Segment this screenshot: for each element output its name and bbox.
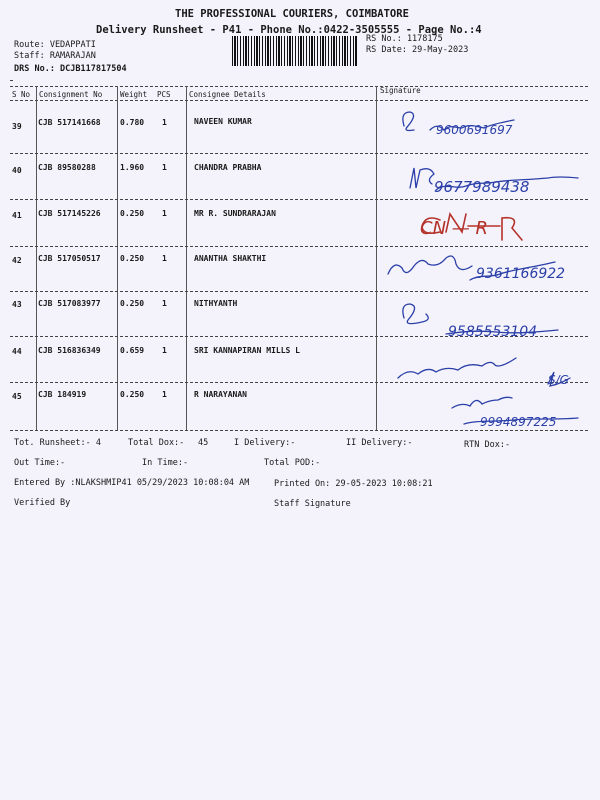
signature-39-phone-text: 9600691697 <box>436 123 513 137</box>
row-sno: 39 <box>12 122 22 131</box>
row-pcs: 1 <box>162 254 167 263</box>
signature-42 <box>388 256 472 274</box>
staff-signature: Staff Signature <box>274 499 351 509</box>
entered-by: Entered By :NLAKSHMIP41 05/29/2023 10:08:04 AM <box>14 478 250 488</box>
rtn-dox-label: RTN Dox:- <box>464 440 511 450</box>
signature-40-phone-text: 9677989438 <box>434 178 530 196</box>
row-consignee: SRI KANNAPIRAN MILLS L <box>194 346 300 355</box>
row-weight: 0.780 <box>120 118 145 127</box>
col-header-sno: S No <box>12 90 31 99</box>
total-pod-label: Total POD:- <box>264 458 321 468</box>
row-pcs: 1 <box>162 209 167 218</box>
i-delivery-label: I Delivery:- <box>234 438 296 448</box>
row-weight: 0.250 <box>120 254 145 263</box>
row-pcs: 1 <box>162 163 167 172</box>
row-consignee: MR R. SUNDRARAJAN <box>194 209 276 218</box>
signature-41-text: CN — R <box>420 218 488 239</box>
row-sno: 44 <box>12 347 22 356</box>
row-pcs: 1 <box>162 118 167 127</box>
runsheet-title: Delivery Runsheet - P41 - Phone No.:0422-3505555 - Page No.:4 <box>96 24 482 36</box>
printed-on: Printed On: 29-05-2023 10:08:21 <box>274 479 433 489</box>
col-header-weight: Weight <box>120 90 148 99</box>
row-consignment: CJB 517050517 <box>38 254 101 263</box>
row-consignment: CJB 517141668 <box>38 118 101 127</box>
row-sno: 45 <box>12 392 22 401</box>
row-consignment: CJB 516836349 <box>38 346 101 355</box>
rs-date: RS Date: 29-May-2023 <box>366 45 469 55</box>
row-weight: 1.960 <box>120 163 145 172</box>
verified-by: Verified By <box>14 498 71 508</box>
signature-45-phone-text: 9994897225 <box>480 415 557 429</box>
col-header-consignee: Consignee Details <box>189 90 266 99</box>
signature-39 <box>403 112 414 131</box>
in-time-label: In Time:- <box>142 458 189 468</box>
total-dox-value: 45 <box>198 438 209 448</box>
row-pcs: 1 <box>162 346 167 355</box>
row-consignment: CJB 517083977 <box>38 299 101 308</box>
route-label: Route: VEDAPPATI <box>14 40 96 50</box>
rs-number: RS No.: 1178175 <box>366 34 443 44</box>
total-runsheet: Tot. Runsheet:- 4 <box>14 438 101 448</box>
row-consignment: CJB 184919 <box>38 390 87 399</box>
signature-41-r <box>502 218 522 240</box>
signature-43-phone-text: 9585553104 <box>448 324 538 340</box>
row-consignee: ANANTHA SHAKTHI <box>194 254 267 263</box>
col-header-pcs: PCS <box>157 90 171 99</box>
signature-44-text: S/G <box>548 373 569 387</box>
signature-42-phone-text: 9361166922 <box>476 266 566 282</box>
total-dox-label: Total Dox:- <box>128 438 185 448</box>
signature-40 <box>410 168 434 188</box>
row-consignment: CJB 517145226 <box>38 209 101 218</box>
row-sno: 41 <box>12 211 22 220</box>
row-consignee: NAVEEN KUMAR <box>194 117 252 126</box>
row-pcs: 1 <box>162 390 167 399</box>
row-weight: 0.250 <box>120 299 145 308</box>
row-sno: 43 <box>12 300 22 309</box>
row-consignee: NITHYANTH <box>194 299 238 308</box>
drs-number: DRS No.: DCJB117817504 <box>14 64 127 74</box>
out-time-label: Out Time:- <box>14 458 66 468</box>
row-sno: 42 <box>12 256 22 265</box>
row-sno: 40 <box>12 166 22 175</box>
signature-43 <box>403 304 428 324</box>
ii-delivery-label: II Delivery:- <box>346 438 413 448</box>
row-weight: 0.250 <box>120 209 145 218</box>
row-consignment: CJB 89580288 <box>38 163 96 172</box>
row-consignee: CHANDRA PRABHA <box>194 163 262 172</box>
row-weight: 0.659 <box>120 346 145 355</box>
col-header-signature: Signature <box>380 86 421 95</box>
signature-45 <box>452 397 512 408</box>
col-header-consignment: Consignment No <box>39 90 103 99</box>
company-title: THE PROFESSIONAL COURIERS, COIMBATORE <box>175 8 409 20</box>
row-consignee: R NARAYANAN <box>194 390 247 399</box>
row-pcs: 1 <box>162 299 167 308</box>
row-weight: 0.250 <box>120 390 145 399</box>
signature-44 <box>398 358 516 378</box>
staff-label: Staff: RAMARAJAN <box>14 51 96 61</box>
